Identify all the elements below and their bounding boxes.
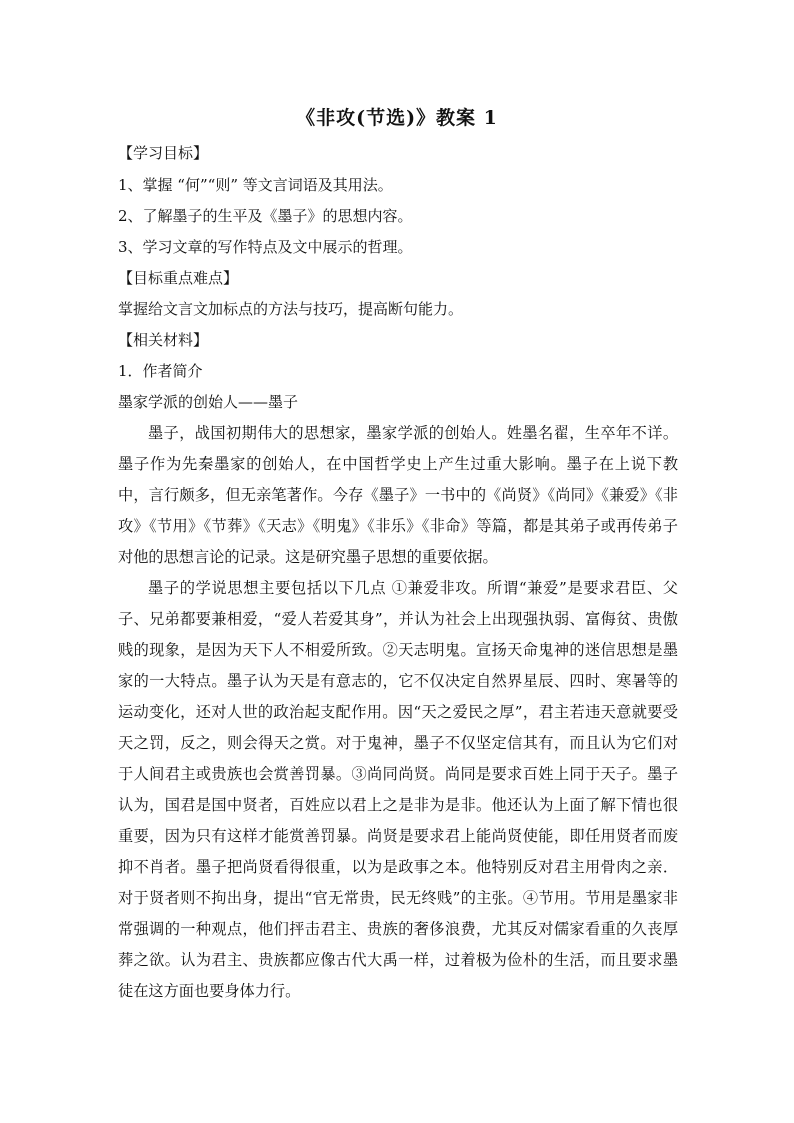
materials-heading: 【相关材料】 bbox=[118, 331, 209, 349]
document-title: 《非攻(节选)》教案 1 bbox=[296, 107, 498, 129]
author-paragraph-1: 墨子，战国初期伟大的思想家，墨家学派的创始人。姓墨名翟，生卒年不详。墨子作为先秦墨家的创始人，在中国哲学史上产生过重大影响。墨子在上说下教中，言行颇多，但无亲笔著作。今存《墨子》一书中的《尚贤》《尚同》《兼爱》《非攻》《节用》《节葬》《天志》《明鬼》《非乐》《非命》等篇，都是其弟子或再传弟子对他的思想言论的记录。这是研究墨子思想的重要依据。 bbox=[118, 424, 678, 566]
objective-item-1: 1、掌握 “何”“则” 等文言词语及其用法。 bbox=[118, 176, 393, 194]
author-paragraph-2: 墨子的学说思想主要包括以下几点 ①兼爱非攻。所谓“兼爱”是要求君臣、父子、兄弟都要兼相爱，“爱人若爱其身”，并认为社会上出现强执弱、富侮贫、贵傲贱的现象，是因为天下人不相爱所致。②天志明鬼。宣扬天命鬼神的迷信思想是墨家的一大特点。墨子认为天是有意志的，它不仅决定自然界星辰、四时、寒暑等的运动变化，还对人世的政治起支配作用。因“天之爱民之厚”，君主若违天意就要受天之罚，反之，则会得天之赏。对于鬼神，墨子不仅坚定信其有，而且认为它们对于人间君主或贵族也会赏善罚暴。③尚同尚贤。尚同是要求百姓上同于天子。墨子认为，国君是国中贤者，百姓应以君上之是非为是非。他还认为上面了解下情也很重要，因为只有这样才能赏善罚暴。尚贤是要求君上能尚贤使能，即任用贤者而废抑不肖者。墨子把尚贤看得很重，以为是政事之本。他特别反对君主用骨肉之亲．对于贤者则不拘出身，提出“官无常贵，民无终贱”的主张。④节用。节用是墨家非常强调的一种观点，他们抨击君主、贵族的奢侈浪费，尤其反对儒家看重的久丧厚葬之欲。认为君主、贵族都应像古代大禹一样，过着极为俭朴的生活，而且要求墨徒在这方面也要身体力行。 bbox=[118, 579, 678, 1000]
focus-text: 掌握给文言文加标点的方法与技巧，提高断句能力。 bbox=[118, 300, 464, 318]
author-intro-subheading: 1．作者简介 bbox=[118, 362, 203, 380]
objective-item-3: 3、学习文章的写作特点及文中展示的哲理。 bbox=[118, 238, 413, 256]
focus-heading: 【目标重点难点】 bbox=[118, 269, 239, 287]
author-intro-caption: 墨家学派的创始人——墨子 bbox=[118, 393, 299, 411]
objectives-heading: 【学习目标】 bbox=[118, 144, 209, 162]
objective-item-2: 2、了解墨子的生平及《墨子》的思想内容。 bbox=[118, 207, 413, 225]
